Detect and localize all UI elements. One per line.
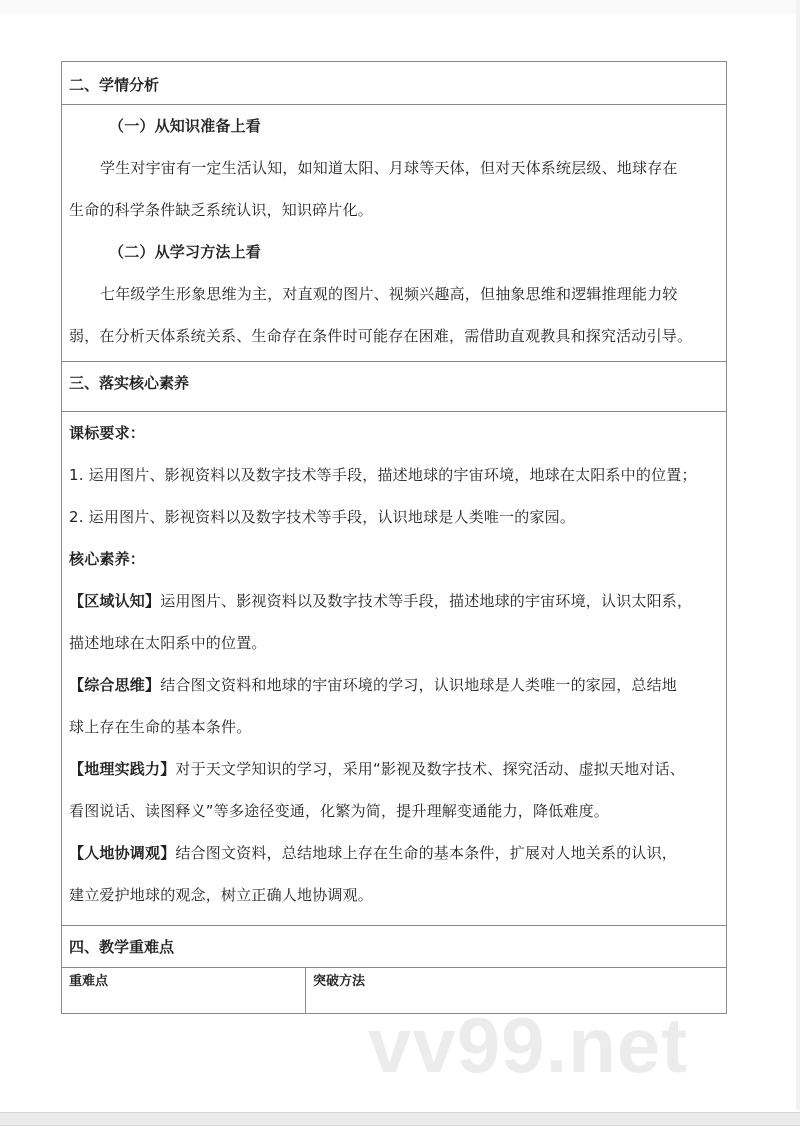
curriculum-label: 课标要求：	[69, 424, 146, 442]
core-item-continuation: 描述地球在太阳系中的位置。	[69, 634, 267, 652]
core-item-text: 结合图文资料和地球的宇宙环境的学习，认识地球是人类唯一的家园，总结地	[160, 676, 678, 694]
core-literacy-label: 核心素养：	[69, 550, 146, 568]
core-item-tag: 【地理实践力】	[69, 760, 176, 778]
core-item-text: 结合图文资料，总结地球上存在生命的基本条件，扩展对人地关系的认识，	[175, 844, 678, 862]
section-3-header-row	[62, 362, 727, 412]
section-2-header-row	[62, 62, 727, 105]
core-item-tag: 【区域认知】	[69, 592, 161, 610]
curriculum-item: 2. 运用图片、影视资料以及数字技术等手段，认识地球是人类唯一的家园。	[69, 508, 576, 526]
core-item-comprehensive-thinking	[69, 664, 726, 706]
section-3-title: 三、落实核心素养	[69, 374, 190, 392]
paragraph-line: 七年级学生形象思维为主，对直观的图片、视频兴趣高，但抽象思维和逻辑推理能力较	[100, 285, 678, 303]
curriculum-item: 1. 运用图片、影视资料以及数字技术等手段，描述地球的宇宙环境，地球在太阳系中的位置；	[69, 466, 697, 484]
section-3-body-row	[62, 412, 727, 926]
subsection-method-heading: （二）从学习方法上看	[109, 243, 262, 261]
watermark: vv99.net	[368, 1001, 689, 1089]
core-item-human-earth-harmony	[69, 832, 726, 874]
core-item-continuation: 建立爱护地球的观念，树立正确人地协调观。	[69, 886, 374, 904]
section-4-header-row	[62, 926, 727, 968]
lesson-plan-table	[61, 61, 727, 1014]
core-item-text: 对于天文学知识的学习，采用“影视及数字技术、探究活动、虚拟天地对话、	[175, 760, 685, 778]
page-divider	[0, 1112, 800, 1126]
paragraph-line: 学生对宇宙有一定生活认知，如知道太阳、月球等天体，但对天体系统层级、地球存在	[100, 159, 678, 177]
key-difficulty-header: 重难点	[62, 968, 306, 1014]
core-item-regional-cognition	[69, 580, 726, 622]
core-item-continuation: 看图说话、读图释义”等多途径变通，化繁为简，提升理解变通能力，降低难度。	[69, 802, 609, 820]
section-2-title: 二、学情分析	[69, 76, 160, 94]
core-item-text: 运用图片、影视资料以及数字技术等手段，描述地球的宇宙环境，认识太阳系，	[160, 592, 693, 610]
paragraph-line: 生命的科学条件缺乏系统认识，知识碎片化。	[69, 201, 374, 219]
core-item-tag: 【综合思维】	[69, 676, 161, 694]
breakthrough-method-header: 突破方法	[306, 968, 727, 1014]
paragraph-line: 弱，在分析天体系统关系、生命存在条件时可能存在困难，需借助直观教具和探究活动引导。	[69, 327, 693, 345]
core-item-tag: 【人地协调观】	[69, 844, 176, 862]
section-2-body-row	[62, 105, 727, 362]
core-item-continuation: 球上存在生命的基本条件。	[69, 718, 252, 736]
scrollbar-track[interactable]	[796, 0, 800, 1110]
section-4-title: 四、教学重难点	[69, 938, 175, 956]
core-item-geographic-practice	[69, 748, 726, 790]
page-top-margin	[0, 0, 800, 14]
subsection-knowledge-heading: （一）从知识准备上看	[109, 117, 262, 135]
